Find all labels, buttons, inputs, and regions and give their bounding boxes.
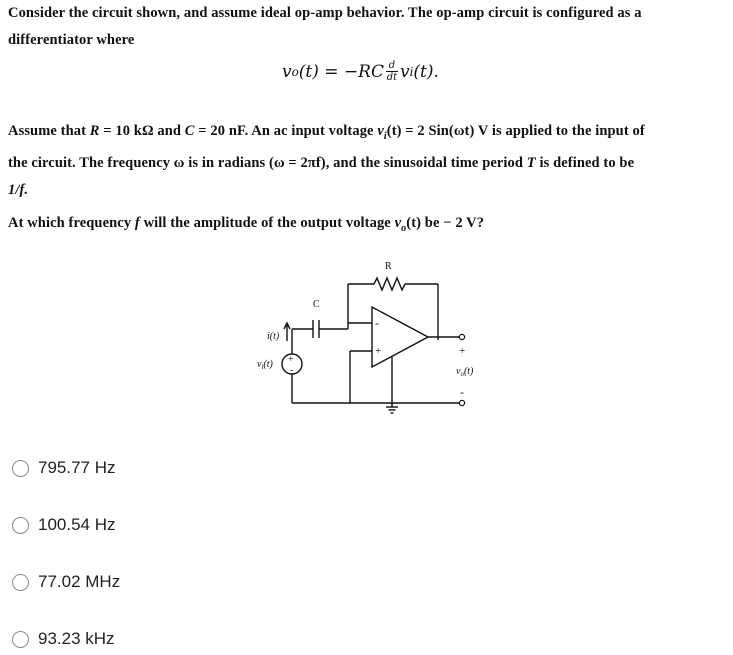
question-c: (t) be − 2 V?	[406, 215, 485, 231]
answer-option-1[interactable]	[12, 458, 116, 478]
label-vout-sub: o	[460, 370, 464, 378]
question-vo-sub: o	[401, 222, 407, 234]
question-a: At which frequency	[8, 215, 135, 231]
output-terminal-top-icon	[459, 334, 464, 339]
answer-option-4[interactable]	[12, 629, 115, 649]
assume-vi-sub: i	[383, 130, 387, 142]
intro-line-2: differentiator where	[8, 32, 135, 48]
eq-vo-sub: o	[291, 64, 299, 79]
op-amp-differentiator-circuit	[250, 255, 490, 425]
label-c: C	[313, 299, 320, 310]
assume-text-c: = 20 nF. An ac input voltage	[194, 123, 378, 139]
eq-vi: v	[400, 61, 410, 82]
assume-t: T	[526, 154, 536, 171]
eq-frac-den: dt	[386, 72, 398, 83]
eq-vo-arg: (t)	[298, 61, 319, 82]
label-vin-sub: i	[261, 363, 264, 371]
question-b: will the amplitude of the output voltage	[139, 215, 395, 231]
intro-line-1: Consider the circuit shown, and assume ideal op-amp behavior. The op-amp circuit is configured as a	[8, 5, 642, 21]
label-vout	[456, 366, 474, 378]
radio-button[interactable]	[12, 517, 29, 534]
option-label[interactable]: 77.02 MHz	[38, 572, 121, 591]
assume-text-d: (t) = 2 Sin(ωt) V is applied to the input of	[386, 123, 645, 139]
option-label[interactable]: 93.23 kHz	[38, 629, 115, 648]
assume-line-1	[8, 118, 728, 150]
option-label[interactable]: 100.54 Hz	[38, 515, 116, 534]
question-f: f	[134, 215, 140, 231]
eq-vo: v	[282, 61, 292, 82]
assume-text-b: = 10 kΩ and	[99, 123, 185, 139]
label-out-plus: +	[459, 345, 466, 357]
question-vo: v	[394, 215, 402, 231]
radio-button[interactable]	[12, 460, 29, 477]
eq-minus-rc: = −RC	[318, 61, 384, 82]
assume-text-e: the circuit. The frequency ω is in radians (ω = 2πf), and the sinusoidal time period	[8, 154, 527, 171]
answer-option-2[interactable]	[12, 515, 116, 535]
label-vin	[257, 359, 274, 371]
eq-frac-num: d	[388, 60, 396, 71]
answer-option-3[interactable]	[12, 572, 120, 592]
option-label[interactable]: 795.77 Hz	[38, 458, 116, 477]
assumption-paragraph	[8, 118, 728, 204]
label-vin-arg: (t)	[263, 359, 273, 370]
assume-line-2	[8, 150, 728, 177]
label-current: i(t)	[267, 331, 280, 342]
eq-vi-sub: i	[409, 64, 414, 79]
label-inv-minus: -	[375, 316, 379, 330]
label-out-minus: -	[460, 385, 464, 399]
assume-vi: v	[377, 123, 384, 139]
op-amp-icon	[372, 307, 428, 367]
intro-paragraph	[8, 0, 728, 54]
label-noninv-plus: +	[375, 345, 382, 357]
radio-button[interactable]	[12, 631, 29, 648]
assume-line-3: 1/f.	[8, 181, 29, 198]
differentiator-equation	[282, 60, 439, 83]
question-text	[8, 210, 728, 242]
eq-vi-arg: (t).	[413, 61, 439, 82]
assume-text-a: Assume that	[8, 123, 90, 139]
label-src-plus: +	[288, 354, 294, 365]
label-vin-v: v	[257, 359, 262, 370]
label-r: R	[385, 261, 392, 272]
label-src-minus: -	[290, 365, 294, 376]
label-vout-arg: (t)	[463, 366, 474, 377]
radio-button[interactable]	[12, 574, 29, 591]
resistor-icon	[374, 278, 405, 290]
assume-r: R	[89, 123, 100, 139]
eq-derivative	[386, 60, 398, 83]
label-vout-v: v	[456, 366, 461, 377]
assume-text-f: is defined to be	[535, 154, 635, 171]
output-terminal-bottom-icon	[459, 400, 464, 405]
assume-c: C	[184, 123, 195, 139]
